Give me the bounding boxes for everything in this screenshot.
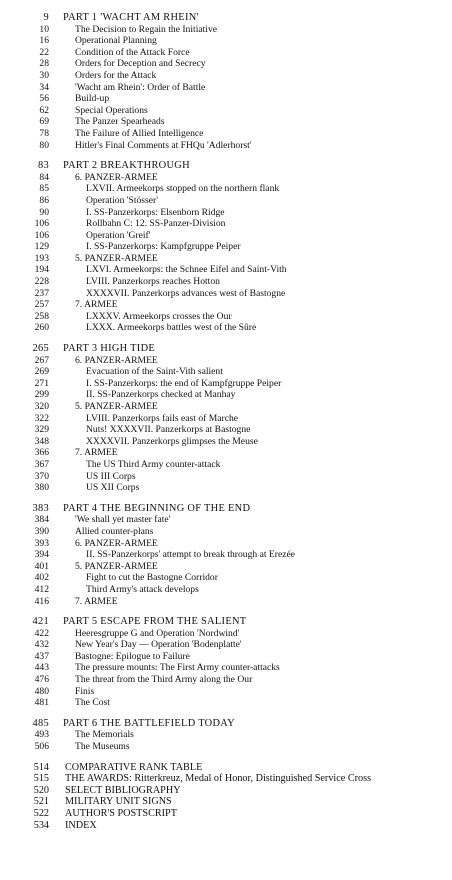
toc-entry (0, 584, 452, 596)
page-number: 520 (33, 784, 49, 796)
page-number: 78 (39, 127, 49, 139)
entry-title: PART 4 THE BEGINNING OF THE END (63, 502, 251, 514)
toc-entry (0, 93, 452, 105)
page-number: 193 (34, 252, 49, 264)
entry-title: I. SS-Panzerkorps: the end of Kampfgruppe Peiper (86, 377, 282, 389)
toc-section (0, 616, 452, 709)
toc-entry (0, 82, 452, 94)
page-number: 106 (34, 229, 49, 241)
entry-title: US III Corps (86, 470, 136, 482)
entry-title: 7. ARMEE (75, 595, 118, 607)
entry-title: Evacuation of the Saint-Vith salient (86, 366, 223, 378)
entry-title: LXXX. Armeekorps battles west of the Sûre (86, 322, 257, 334)
entry-title: 5. PANZER-ARMEE (75, 252, 158, 264)
toc-entry (0, 526, 452, 538)
entry-title: Hitler's Final Comments at FHQu 'Adlerhorst' (75, 139, 252, 151)
toc-entry (0, 195, 452, 207)
page-number: 62 (39, 104, 49, 116)
page-number: 265 (32, 343, 49, 355)
toc-entry (0, 128, 452, 140)
entry-title: Bastogne: Epilogue to Failure (75, 650, 190, 662)
page-number: 329 (34, 424, 49, 436)
entry-title: AUTHOR'S POSTSCRIPT (65, 808, 177, 819)
entry-title: 'We shall yet master fate' (75, 514, 171, 526)
entry-title: II. SS-Panzerkorps checked at Manhay (86, 389, 236, 401)
page-number: 348 (34, 435, 49, 447)
entry-title: New Year's Day — Operation 'Bodenplatte' (75, 639, 242, 651)
toc-entry (0, 628, 452, 640)
entry-title: I. SS-Panzerkorps: Elsenborn Ridge (86, 206, 225, 218)
page-number: 84 (39, 171, 49, 183)
page-number: 16 (39, 35, 49, 47)
page-number: 521 (33, 796, 49, 808)
toc-entry (0, 24, 452, 36)
entry-title: Nuts! XXXXVII. Panzerkorps at Bastogne (86, 424, 251, 436)
entry-title: Finis (75, 685, 95, 697)
entry-title: The Museums (75, 741, 130, 753)
toc-entry (0, 773, 452, 785)
toc-entry (0, 378, 452, 390)
entry-title: 6. PANZER-ARMEE (75, 354, 158, 366)
page-number: 485 (32, 717, 49, 729)
page-number: 271 (34, 377, 49, 389)
toc-entry (0, 572, 452, 584)
toc-part-heading (0, 503, 452, 515)
toc-section (0, 718, 452, 753)
toc-entry (0, 35, 452, 47)
toc-entry (0, 253, 452, 265)
entry-title: 7. ARMEE (75, 299, 118, 311)
section-gap (0, 709, 452, 718)
entry-title: LVIII. Panzerkorps reaches Hotton (86, 276, 220, 288)
toc-entry (0, 116, 452, 128)
section-gap (0, 334, 452, 343)
toc-entry (0, 686, 452, 698)
page-number: 481 (34, 697, 49, 709)
toc-entry (0, 299, 452, 311)
page-number: 83 (38, 160, 49, 172)
page-number: 506 (34, 741, 49, 753)
page-number: 9 (43, 12, 49, 23)
entry-title: XXXXVII. Panzerkorps advances west of Bastogne (86, 287, 286, 299)
entry-title: SELECT BIBLIOGRAPHY (65, 784, 181, 796)
toc-entry (0, 808, 452, 820)
entry-title: Operational Planning (75, 35, 157, 47)
page-number: 401 (34, 560, 49, 572)
entry-title: PART 3 HIGH TIDE (63, 343, 156, 355)
entry-title: The threat from the Third Army along the Our (75, 674, 253, 686)
page-number: 443 (34, 662, 49, 674)
entry-title: LXVI. Armeekorps: the Schnee Eifel and Saint-Vith (86, 264, 287, 276)
entry-title: US XII Corps (86, 482, 140, 494)
toc-entry (0, 230, 452, 242)
toc-section (0, 160, 452, 334)
page-number: 380 (34, 482, 49, 494)
toc-entry (0, 785, 452, 797)
page-number: 534 (33, 819, 49, 831)
toc-entry (0, 288, 452, 300)
entry-title: The US Third Army counter-attack (86, 458, 221, 470)
page-number: 85 (39, 183, 49, 195)
section-gap (0, 494, 452, 503)
page-number: 514 (33, 761, 49, 773)
toc-entry (0, 662, 452, 674)
toc-part-heading (0, 718, 452, 730)
toc-entry (0, 241, 452, 253)
page-number: 30 (39, 69, 49, 81)
toc-entry (0, 436, 452, 448)
toc-entry (0, 796, 452, 808)
page-number: 384 (34, 514, 49, 526)
entry-title: 7. ARMEE (75, 447, 118, 459)
toc-entry (0, 322, 452, 334)
toc-entry (0, 311, 452, 323)
toc-entry (0, 447, 452, 459)
page-number: 412 (34, 583, 49, 595)
section-gap (0, 151, 452, 160)
entry-title: The Memorials (75, 729, 134, 741)
toc-section (0, 503, 452, 607)
entry-title: XXXXVII. Panzerkorps glimpses the Meuse (86, 435, 258, 447)
entry-title: MILITARY UNIT SIGNS (65, 796, 172, 808)
toc-part-heading (0, 343, 452, 355)
toc-part-heading (0, 616, 452, 628)
entry-title: Orders for Deception and Secrecy (75, 58, 206, 70)
page-number: 237 (34, 287, 49, 299)
page-number: 390 (34, 525, 49, 537)
section-gap (0, 753, 452, 762)
entry-title: LVIII. Panzerkorps fails east of Marche (86, 412, 239, 424)
toc-entry (0, 697, 452, 709)
page-number: 56 (39, 93, 49, 105)
entry-title: The pressure mounts: The First Army counter-attacks (75, 662, 280, 674)
toc-section (0, 762, 452, 832)
entry-title: Orders for the Attack (75, 69, 157, 81)
page-number: 493 (34, 729, 49, 741)
page-number: 28 (39, 58, 49, 70)
page-number: 194 (34, 264, 49, 276)
entry-title: I. SS-Panzerkorps: Kampfgruppe Peiper (86, 241, 241, 253)
toc-section (0, 12, 452, 151)
entry-title: Allied counter-plans (75, 525, 154, 537)
toc-entry (0, 366, 452, 378)
page-number: 416 (34, 595, 49, 607)
entry-title: The Failure of Allied Intelligence (75, 127, 204, 139)
toc-entry (0, 424, 452, 436)
page-number: 69 (39, 116, 49, 128)
page-number: 260 (34, 322, 49, 334)
toc-entry (0, 172, 452, 184)
toc-entry (0, 538, 452, 550)
page-number: 257 (34, 299, 49, 311)
entry-title: The Decision to Regain the Initiative (75, 23, 217, 35)
page-number: 437 (34, 650, 49, 662)
page-number: 129 (34, 241, 49, 253)
page-number: 432 (34, 639, 49, 651)
page-number: 421 (32, 616, 49, 628)
entry-title: PART 2 BREAKTHROUGH (63, 160, 190, 172)
page-number: 228 (34, 276, 49, 288)
toc-entry (0, 264, 452, 276)
toc-entry (0, 729, 452, 741)
toc-entry (0, 218, 452, 230)
entry-title: Heeresgruppe G and Operation 'Nordwind' (75, 627, 240, 639)
entry-title: PART 6 THE BATTLEFIELD TODAY (63, 717, 235, 729)
toc-entry (0, 401, 452, 413)
page-number: 366 (34, 447, 49, 459)
entry-title: 'Wacht am Rhein': Order of Battle (75, 81, 206, 93)
entry-title: LXVII. Armeekorps stopped on the northern flank (86, 183, 280, 195)
page-number: 10 (39, 23, 49, 35)
entry-title: Special Operations (75, 104, 148, 116)
page-number: 480 (34, 685, 49, 697)
page-number: 422 (34, 627, 49, 639)
toc-part-heading (0, 160, 452, 172)
page-number: 393 (34, 537, 49, 549)
toc-entry (0, 389, 452, 401)
entry-title: Operation 'Stösser' (86, 194, 158, 206)
toc-entry (0, 762, 452, 774)
entry-title: Fight to cut the Bastogne Corridor (86, 572, 218, 584)
toc-entry (0, 140, 452, 152)
toc-entry (0, 459, 452, 471)
page-number: 320 (34, 401, 49, 412)
page-number: 515 (33, 773, 49, 785)
toc-entry (0, 596, 452, 608)
entry-title: 6. PANZER-ARMEE (75, 537, 158, 549)
page-number: 80 (39, 139, 49, 151)
toc-entry (0, 741, 452, 753)
entry-title: The Panzer Spearheads (75, 116, 165, 128)
page-number: 402 (34, 572, 49, 584)
toc-entry (0, 639, 452, 651)
entry-title: COMPARATIVE RANK TABLE (65, 761, 203, 773)
toc-entry (0, 482, 452, 494)
page-number: 106 (34, 218, 49, 230)
page-number: 258 (34, 310, 49, 322)
entry-title: PART 1 'WACHT AM RHEIN' (63, 12, 199, 23)
toc-entry (0, 105, 452, 117)
toc-entry (0, 183, 452, 195)
toc-entry (0, 207, 452, 219)
entry-title: Condition of the Attack Force (75, 46, 190, 58)
toc-entry (0, 549, 452, 561)
toc-section (0, 343, 452, 494)
page-number: 476 (34, 674, 49, 686)
page-number: 86 (39, 194, 49, 206)
toc-entry (0, 276, 452, 288)
entry-title: LXXXV. Armeekorps crosses the Our (86, 310, 232, 322)
entry-title: PART 5 ESCAPE FROM THE SALIENT (63, 616, 247, 628)
toc-entry (0, 413, 452, 425)
toc-entry (0, 471, 452, 483)
page-number: 522 (33, 808, 49, 819)
page-number: 383 (32, 502, 49, 514)
page-number: 267 (34, 354, 49, 366)
toc-entry (0, 355, 452, 367)
toc-entry (0, 47, 452, 59)
entry-title: 6. PANZER-ARMEE (75, 171, 158, 183)
entry-title: Rollbahn C: 12. SS-Panzer-Division (86, 218, 226, 230)
page-number: 269 (34, 366, 49, 378)
section-gap (0, 607, 452, 616)
toc-entry (0, 514, 452, 526)
entry-title: Build-up (75, 93, 110, 105)
toc-entry (0, 674, 452, 686)
entry-title: INDEX (65, 819, 97, 831)
page-number: 22 (39, 46, 49, 58)
entry-title: The Cost (75, 697, 110, 709)
entry-title: II. SS-Panzerkorps' attempt to break through at Erezée (86, 549, 295, 561)
page-number: 34 (39, 81, 49, 93)
entry-title: 5. PANZER-ARMEE (75, 560, 158, 572)
page-number: 367 (34, 458, 49, 470)
entry-title: Operation 'Greif' (86, 229, 151, 241)
page-number: 299 (34, 389, 49, 401)
entry-title: Third Army's attack develops (86, 583, 199, 595)
entry-title: 5. PANZER-ARMEE (75, 401, 158, 412)
toc-entry (0, 70, 452, 82)
table-of-contents (0, 12, 452, 831)
toc-entry (0, 820, 452, 832)
page-number: 322 (34, 412, 49, 424)
toc-entry (0, 561, 452, 573)
page-number: 394 (34, 549, 49, 561)
entry-title: THE AWARDS: Ritterkreuz, Medal of Honor, Distinguished Service Cross (65, 773, 372, 785)
toc-part-heading (0, 12, 452, 24)
page-number: 370 (34, 470, 49, 482)
page-number: 90 (39, 206, 49, 218)
toc-entry (0, 58, 452, 70)
toc-entry (0, 651, 452, 663)
